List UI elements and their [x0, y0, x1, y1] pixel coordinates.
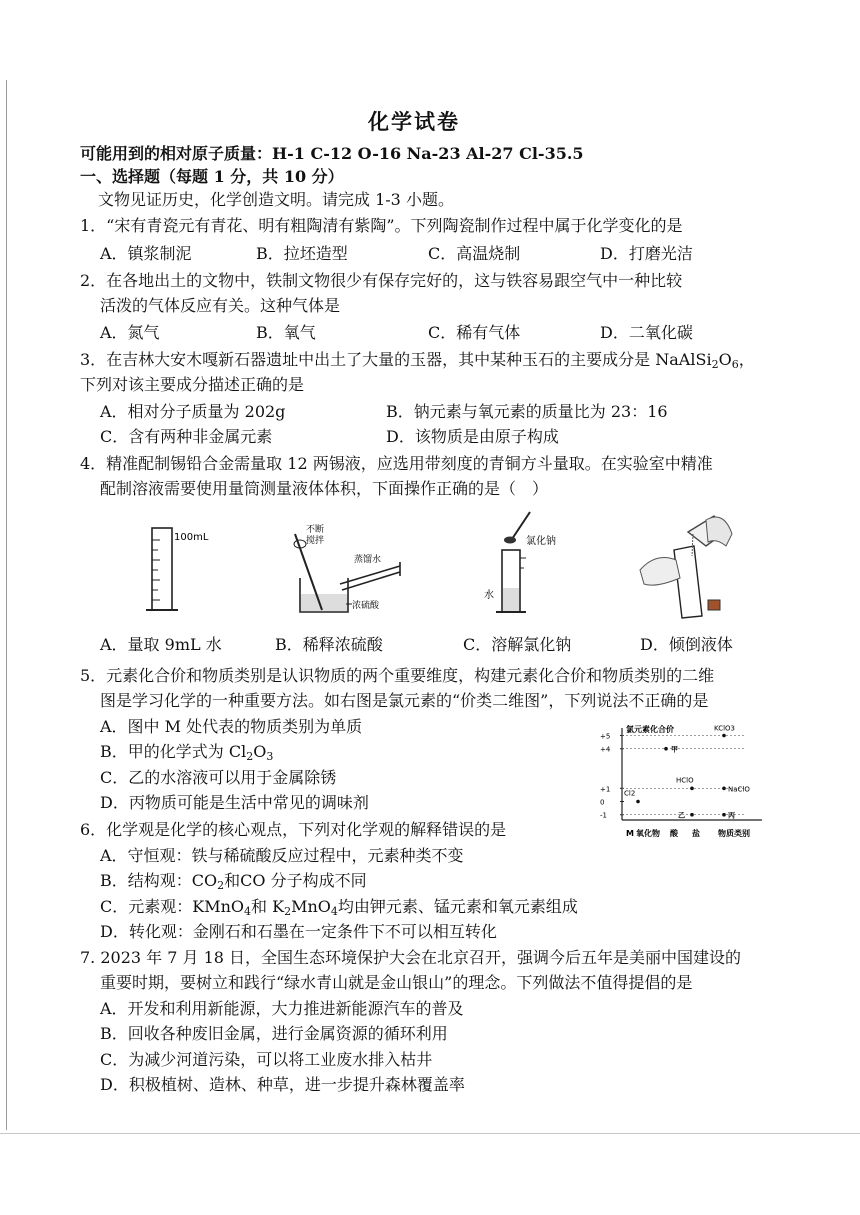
q4-figure-a-graduated-cylinder	[140, 520, 220, 620]
data-point	[690, 787, 694, 791]
point-label: KClO3	[714, 724, 736, 733]
q6-option-b-post: 和CO 分子构成不同	[224, 871, 367, 890]
q6-option-c-post: 均由钾元素、锰元素和氧元素组成	[337, 897, 578, 916]
y-tick-label: +4	[600, 745, 611, 754]
x-category-label: 氧化物	[636, 829, 660, 838]
q4-figure-d-pouring	[636, 512, 736, 620]
q5-option-b-text: B．甲的化学式为 Cl	[100, 742, 247, 761]
y-tick-label: -1	[600, 811, 607, 820]
q7-option-a[interactable]: A．开发和利用新能源，大力推进新能源汽车的普及	[100, 999, 464, 1018]
q3-sub: 6	[731, 358, 739, 371]
y-tick-label: +5	[600, 732, 611, 741]
q3-stem-end: ，	[738, 350, 755, 369]
point-label: HClO	[676, 776, 694, 785]
q3-option-a[interactable]: A．相对分子质量为 202g	[100, 402, 286, 421]
intro-text: 文物见证历史，化学创造文明。请完成 1-3 小题。	[98, 190, 454, 209]
q4-figure-b-dilution	[290, 522, 410, 620]
q3-sub: 2	[711, 358, 719, 371]
section-header: 一、选择题（每题 1 分，共 10 分）	[80, 167, 344, 186]
q7-option-d[interactable]: D．积极植树、造林、种草，进一步提升森林覆盖率	[100, 1075, 465, 1094]
point-label: NaClO	[728, 785, 750, 794]
page-title: 化学试卷	[368, 109, 460, 134]
q1-stem: 1．“宋有青瓷元有青花、明有粗陶清有紫陶”。下列陶瓷制作过程中属于化学变化的是	[80, 216, 683, 235]
q6-option-c[interactable]	[100, 896, 578, 918]
sodium-chloride-label: 氯化钠	[526, 536, 556, 547]
q3-stem-line1	[80, 349, 755, 371]
q2-option-d[interactable]: D．二氧化碳	[600, 323, 693, 342]
q6-sub: 4	[330, 905, 338, 918]
q4-option-b[interactable]: B．稀释浓硫酸	[275, 635, 383, 654]
valence-category-chart	[596, 720, 796, 842]
point-label: Cl2	[624, 789, 636, 798]
point-label: 乙	[678, 811, 685, 820]
stir-label-1: 不断	[306, 525, 325, 535]
q7-stem-line2: 重要时期，要树立和践行“绿水青山就是金山银山”的理念。下列做法不值得提倡的是	[100, 973, 693, 992]
q2-stem-line1: 2．在各地出土的文物中，铁制文物很少有保存完好的，这与铁容易跟空气中一种比较	[80, 271, 683, 290]
q3-option-d[interactable]: D．该物质是由原子构成	[386, 427, 559, 446]
q2-option-a[interactable]: A．氮气	[100, 323, 160, 342]
q5-option-b[interactable]	[100, 741, 273, 763]
q6-option-b-pre: B．结构观：CO	[100, 871, 218, 890]
chart-title: 氯元素化合价	[626, 725, 674, 734]
q5-sub: 2	[246, 750, 254, 763]
q7-option-c[interactable]: C．为减少河道污染，可以将工业废水排入枯井	[100, 1050, 433, 1069]
x-category-label: M	[626, 829, 634, 838]
q4-option-d[interactable]: D．倾倒液体	[640, 635, 733, 654]
q6-sub: 4	[244, 905, 252, 918]
cylinder-volume-label: 100mL	[174, 532, 209, 543]
q6-stem: 6．化学观是化学的核心观点，下列对化学观的解释错误的是	[80, 820, 507, 839]
q3-formula-o: O	[718, 350, 732, 369]
data-point	[722, 813, 726, 817]
q5-stem-line1: 5．元素化合价和物质类别是认识物质的两个重要维度，构建元素化合价和物质类别的二维	[80, 666, 715, 685]
q3-option-c[interactable]: C．含有两种非金属元素	[100, 427, 273, 446]
data-point	[636, 800, 640, 804]
q2-option-b[interactable]: B．氧气	[256, 323, 316, 342]
data-point	[664, 747, 668, 751]
x-category-label: 酸	[670, 829, 678, 838]
q6-sub: 2	[217, 879, 225, 892]
q4-stem-line2: 配制溶液需要使用量筒测量液体体积，下面操作正确的是（ ）	[100, 479, 549, 498]
q3-stem-text: 3．在吉林大安木嘎新石器遗址中出土了大量的玉器，其中某种玉石的主要成分是 NaAlSi	[80, 350, 712, 369]
q7-option-b[interactable]: B．回收各种废旧金属，进行金属资源的循环利用	[100, 1024, 448, 1043]
q1-option-b[interactable]: B．拉坯造型	[256, 244, 348, 263]
y-tick-label: 0	[600, 798, 605, 807]
q6-option-c-pre: C．元素观：KMnO	[100, 897, 245, 916]
q1-option-a[interactable]: A．镇浆制泥	[100, 244, 192, 263]
q1-option-d[interactable]: D．打磨光洁	[600, 244, 693, 263]
water-label: 水	[484, 590, 494, 601]
y-tick-label: +1	[600, 785, 611, 794]
point-label: 甲	[671, 745, 678, 754]
q6-option-d[interactable]: D．转化观：金刚石和石墨在一定条件下不可以相互转化	[100, 922, 497, 941]
q6-option-c-mid2: MnO	[291, 897, 331, 916]
q4-option-c[interactable]: C．溶解氯化钠	[463, 635, 572, 654]
q3-option-b[interactable]: B．钠元素与氧元素的质量比为 23：16	[386, 402, 668, 421]
distilled-water-label: 蒸馏水	[354, 555, 382, 565]
q6-option-b[interactable]	[100, 870, 367, 892]
q5-option-a[interactable]: A．图中 M 处代表的物质类别为单质	[100, 717, 363, 736]
conc-acid-label: 浓硫酸	[352, 601, 380, 611]
q4-figure-c-dissolve	[478, 510, 588, 622]
q1-option-c[interactable]: C．高温烧制	[428, 244, 521, 263]
q4-option-a[interactable]: A．量取 9mL 水	[100, 635, 222, 654]
data-point	[722, 734, 726, 738]
q6-option-a[interactable]: A．守恒观：铁与稀硫酸反应过程中，元素种类不变	[100, 846, 464, 865]
q5-formula-o: O	[253, 742, 267, 761]
data-point	[722, 787, 726, 791]
q3-stem-line2: 下列对该主要成分描述正确的是	[80, 375, 305, 394]
page-bottom-edge	[0, 1133, 860, 1134]
q5-sub: 3	[266, 750, 274, 763]
q6-option-c-mid: 和 K	[251, 897, 285, 916]
page-edge	[6, 80, 7, 1130]
q5-option-c[interactable]: C．乙的水溶液可以用于金属除锈	[100, 768, 337, 787]
q4-stem-line1: 4．精准配制锡铅合金需量取 12 两锡液，应选用带刻度的青铜方斗量取。在实验室中精准	[80, 454, 713, 473]
q5-option-d[interactable]: D．丙物质可能是生活中常见的调味剂	[100, 793, 369, 812]
stir-label-2: 搅拌	[306, 536, 325, 546]
x-category-label: 盐	[692, 829, 700, 838]
q2-option-c[interactable]: C．稀有气体	[428, 323, 521, 342]
q7-stem-line1: 7. 2023 年 7 月 18 日，全国生态环境保护大会在北京召开，强调今后五年是美丽中国建设的	[80, 948, 742, 967]
data-point	[690, 813, 694, 817]
x-axis-title: 物质类别	[718, 829, 750, 838]
atomic-mass-line: 可能用到的相对原子质量：H-1 C-12 O-16 Na-23 Al-27 Cl-35.5	[80, 144, 584, 163]
q5-stem-line2: 图是学习化学的一种重要方法。如右图是氯元素的“价类二维图”，下列说法不正确的是	[100, 691, 709, 710]
q6-sub: 2	[284, 905, 292, 918]
q2-stem-line2: 活泼的气体反应有关。这种气体是	[100, 296, 341, 315]
point-label: 丙	[728, 811, 735, 820]
